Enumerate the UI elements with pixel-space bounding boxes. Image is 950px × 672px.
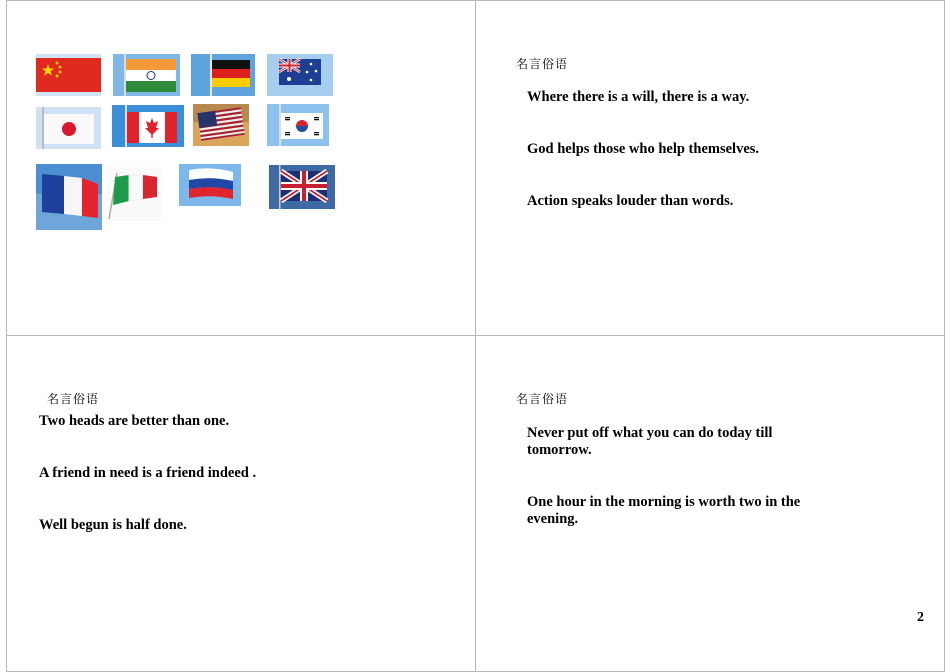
france-flag-icon bbox=[36, 164, 102, 230]
south-korea-flag-icon bbox=[267, 104, 329, 146]
section-heading: 名言俗语 bbox=[516, 57, 569, 71]
proverb-line: tomorrow. bbox=[527, 442, 592, 458]
slide-panel-proverbs-3 bbox=[475, 335, 945, 672]
india-flag-icon bbox=[113, 54, 180, 96]
russia-flag-icon bbox=[179, 164, 241, 206]
germany-flag-icon bbox=[191, 54, 255, 96]
italy-flag-icon bbox=[107, 167, 161, 221]
slide-panel-proverbs-1 bbox=[475, 0, 945, 336]
page-number: 2 bbox=[917, 610, 924, 625]
section-heading: 名言俗语 bbox=[47, 392, 100, 406]
proverb-line: evening. bbox=[527, 511, 579, 527]
uk-flag-icon bbox=[269, 165, 335, 209]
proverb-line: One hour in the morning is worth two in the bbox=[527, 494, 801, 510]
proverb-line: A friend in need is a friend indeed . bbox=[39, 465, 257, 481]
japan-flag-icon bbox=[36, 107, 101, 149]
australia-flag-icon bbox=[267, 54, 333, 96]
proverb-line: God helps those who help themselves. bbox=[527, 141, 760, 157]
china-flag-icon bbox=[36, 54, 101, 96]
slide-panel-flags bbox=[6, 0, 476, 336]
proverb-line: Two heads are better than one. bbox=[39, 413, 230, 429]
proverb-line: Well begun is half done. bbox=[39, 517, 187, 533]
section-heading: 名言俗语 bbox=[516, 392, 569, 406]
usa-flag-icon bbox=[193, 104, 249, 146]
slide-panel-proverbs-2 bbox=[6, 335, 476, 672]
canada-flag-icon bbox=[112, 105, 184, 147]
proverb-line: Never put off what you can do today till bbox=[527, 425, 773, 441]
proverb-line: Where there is a will, there is a way. bbox=[527, 89, 750, 105]
proverb-line: Action speaks louder than words. bbox=[527, 193, 734, 209]
